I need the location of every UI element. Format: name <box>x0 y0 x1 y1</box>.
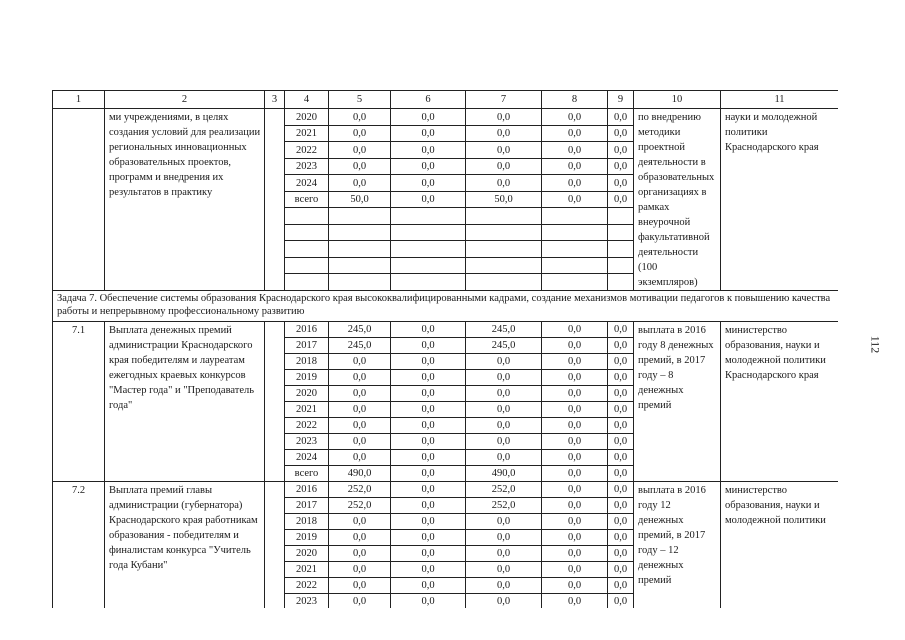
year-cell: 2022 <box>285 418 329 434</box>
amount-cell: 0,0 <box>542 338 608 354</box>
executor: министерство образования, науки и молодежной политики Краснодарского края <box>721 322 839 482</box>
header-cell: 8 <box>542 91 608 109</box>
amount-cell: 245,0 <box>466 322 542 338</box>
amount-cell: 50,0 <box>466 191 542 208</box>
amount-cell: 0,0 <box>608 418 634 434</box>
year-cell: 2016 <box>285 322 329 338</box>
amount-cell: 245,0 <box>329 338 391 354</box>
table-row <box>53 482 839 498</box>
year-cell: 2022 <box>285 142 329 159</box>
amount-cell: 0,0 <box>466 418 542 434</box>
empty-cell <box>329 224 391 241</box>
year-cell: 2018 <box>285 354 329 370</box>
amount-cell: 0,0 <box>542 514 608 530</box>
item-description: Выплата денежных премий администрации Краснодарского края победителям и лауреатам ежегодных краевых конкурсов "Мастер года" и "Преподаватель года" <box>105 322 265 482</box>
year-cell: 2020 <box>285 109 329 126</box>
header-cell: 2 <box>105 91 265 109</box>
amount-cell: 252,0 <box>329 498 391 514</box>
year-cell: 2023 <box>285 158 329 175</box>
header-cell: 6 <box>391 91 466 109</box>
amount-cell: 0,0 <box>391 594 466 609</box>
header-row <box>53 91 839 109</box>
amount-cell: 0,0 <box>542 530 608 546</box>
year-cell: всего <box>285 191 329 208</box>
amount-cell: 0,0 <box>466 125 542 142</box>
empty-cell <box>329 257 391 274</box>
empty-cell <box>285 274 329 291</box>
task-heading: Задача 7. Обеспечение системы образования Краснодарского края высококвалифицированными кадрами, создание механизмов мотивации педагогов к повышению качества работы и непрерывному профессиональному развитию <box>53 291 839 322</box>
amount-cell: 0,0 <box>542 450 608 466</box>
empty-cell <box>285 257 329 274</box>
amount-cell: 0,0 <box>329 175 391 192</box>
empty-cell <box>542 257 608 274</box>
empty-cell <box>608 274 634 291</box>
amount-cell: 0,0 <box>391 354 466 370</box>
year-cell: 2023 <box>285 594 329 609</box>
year-cell: 2019 <box>285 370 329 386</box>
amount-cell: 0,0 <box>608 466 634 482</box>
amount-cell: 0,0 <box>608 125 634 142</box>
amount-cell: 0,0 <box>608 191 634 208</box>
document-page <box>52 90 838 608</box>
amount-cell: 0,0 <box>466 450 542 466</box>
amount-cell: 0,0 <box>466 562 542 578</box>
amount-cell: 0,0 <box>608 434 634 450</box>
executor: министерство образования, науки и молодежной политики <box>721 482 839 609</box>
amount-cell: 0,0 <box>542 109 608 126</box>
amount-cell: 0,0 <box>466 370 542 386</box>
amount-cell: 0,0 <box>542 418 608 434</box>
empty-cell <box>542 208 608 225</box>
amount-cell: 0,0 <box>329 354 391 370</box>
amount-cell: 0,0 <box>466 514 542 530</box>
amount-cell: 0,0 <box>329 514 391 530</box>
amount-cell: 0,0 <box>391 158 466 175</box>
amount-cell: 0,0 <box>466 594 542 609</box>
amount-cell: 0,0 <box>466 158 542 175</box>
amount-cell: 50,0 <box>329 191 391 208</box>
amount-cell: 252,0 <box>466 482 542 498</box>
amount-cell: 0,0 <box>542 191 608 208</box>
program-table <box>52 90 838 608</box>
empty-cell <box>265 109 285 291</box>
year-cell: 2021 <box>285 402 329 418</box>
empty-cell <box>285 224 329 241</box>
result-description: выплата в 2016 году 8 денежных премий, в 2017 году – 8 денежных премий <box>634 322 721 482</box>
amount-cell: 0,0 <box>391 338 466 354</box>
amount-cell: 0,0 <box>608 142 634 159</box>
empty-cell <box>285 208 329 225</box>
amount-cell: 0,0 <box>391 402 466 418</box>
amount-cell: 0,0 <box>608 158 634 175</box>
amount-cell: 0,0 <box>608 109 634 126</box>
amount-cell: 0,0 <box>329 402 391 418</box>
year-cell: 2023 <box>285 434 329 450</box>
empty-cell <box>466 208 542 225</box>
amount-cell: 0,0 <box>608 498 634 514</box>
year-cell: 2017 <box>285 498 329 514</box>
amount-cell: 0,0 <box>391 562 466 578</box>
amount-cell: 0,0 <box>608 338 634 354</box>
amount-cell: 0,0 <box>391 450 466 466</box>
result-description: по внедрению методики проектной деятельности в образовательных организациях в рамках внеурочной факультативной деятельности (100 экземпляров) <box>634 109 721 291</box>
amount-cell: 0,0 <box>466 386 542 402</box>
empty-cell <box>466 274 542 291</box>
amount-cell: 0,0 <box>329 546 391 562</box>
amount-cell: 0,0 <box>329 450 391 466</box>
year-cell: 2024 <box>285 175 329 192</box>
header-cell: 4 <box>285 91 329 109</box>
executor: науки и молодежной политики Краснодарского края <box>721 109 839 291</box>
empty-cell <box>391 257 466 274</box>
year-cell: 2018 <box>285 514 329 530</box>
amount-cell: 0,0 <box>608 530 634 546</box>
header-cell: 5 <box>329 91 391 109</box>
amount-cell: 0,0 <box>608 402 634 418</box>
amount-cell: 0,0 <box>542 158 608 175</box>
amount-cell: 0,0 <box>542 482 608 498</box>
amount-cell: 0,0 <box>608 175 634 192</box>
amount-cell: 0,0 <box>391 142 466 159</box>
amount-cell: 0,0 <box>608 450 634 466</box>
amount-cell: 0,0 <box>329 109 391 126</box>
amount-cell: 0,0 <box>391 578 466 594</box>
amount-cell: 0,0 <box>542 322 608 338</box>
amount-cell: 0,0 <box>542 402 608 418</box>
amount-cell: 0,0 <box>608 482 634 498</box>
amount-cell: 0,0 <box>329 562 391 578</box>
amount-cell: 0,0 <box>542 354 608 370</box>
amount-cell: 0,0 <box>329 418 391 434</box>
amount-cell: 0,0 <box>391 546 466 562</box>
header-cell: 11 <box>721 91 839 109</box>
amount-cell: 0,0 <box>391 466 466 482</box>
amount-cell: 0,0 <box>391 191 466 208</box>
item-number: 7.2 <box>53 482 105 609</box>
amount-cell: 0,0 <box>608 386 634 402</box>
item-number: 7.1 <box>53 322 105 482</box>
amount-cell: 0,0 <box>608 514 634 530</box>
amount-cell: 0,0 <box>608 546 634 562</box>
amount-cell: 0,0 <box>391 482 466 498</box>
year-cell: 2024 <box>285 450 329 466</box>
empty-cell <box>265 482 285 609</box>
amount-cell: 0,0 <box>391 125 466 142</box>
amount-cell: 0,0 <box>466 434 542 450</box>
empty-cell <box>391 241 466 258</box>
amount-cell: 0,0 <box>329 530 391 546</box>
empty-cell <box>608 257 634 274</box>
amount-cell: 0,0 <box>542 578 608 594</box>
amount-cell: 245,0 <box>329 322 391 338</box>
year-cell: 2020 <box>285 386 329 402</box>
empty-cell <box>608 224 634 241</box>
empty-cell <box>542 224 608 241</box>
empty-cell <box>391 224 466 241</box>
header-cell: 10 <box>634 91 721 109</box>
amount-cell: 0,0 <box>466 175 542 192</box>
empty-cell <box>329 208 391 225</box>
table-row <box>53 109 839 126</box>
amount-cell: 0,0 <box>329 125 391 142</box>
amount-cell: 0,0 <box>466 402 542 418</box>
amount-cell: 490,0 <box>329 466 391 482</box>
amount-cell: 0,0 <box>329 434 391 450</box>
amount-cell: 0,0 <box>542 498 608 514</box>
amount-cell: 0,0 <box>391 109 466 126</box>
amount-cell: 0,0 <box>542 370 608 386</box>
amount-cell: 0,0 <box>466 546 542 562</box>
amount-cell: 245,0 <box>466 338 542 354</box>
year-cell: 2021 <box>285 125 329 142</box>
empty-cell <box>391 208 466 225</box>
empty-cell <box>285 241 329 258</box>
amount-cell: 0,0 <box>391 530 466 546</box>
year-cell: 2017 <box>285 338 329 354</box>
amount-cell: 0,0 <box>391 434 466 450</box>
empty-cell <box>542 274 608 291</box>
year-cell: всего <box>285 466 329 482</box>
amount-cell: 0,0 <box>542 594 608 609</box>
amount-cell: 0,0 <box>329 370 391 386</box>
amount-cell: 0,0 <box>391 498 466 514</box>
amount-cell: 0,0 <box>608 578 634 594</box>
table-body <box>53 91 839 609</box>
amount-cell: 0,0 <box>391 322 466 338</box>
empty-cell <box>608 208 634 225</box>
amount-cell: 0,0 <box>466 142 542 159</box>
empty-cell <box>542 241 608 258</box>
header-cell: 9 <box>608 91 634 109</box>
empty-cell <box>329 274 391 291</box>
amount-cell: 0,0 <box>329 578 391 594</box>
item-description: ми учреждениями, в целях создания условий для реализации региональных инновационных образовательных проектов, программ и внедрения их результатов в практику <box>105 109 265 291</box>
amount-cell: 252,0 <box>329 482 391 498</box>
empty-cell <box>265 322 285 482</box>
amount-cell: 0,0 <box>329 594 391 609</box>
amount-cell: 0,0 <box>466 109 542 126</box>
amount-cell: 490,0 <box>466 466 542 482</box>
empty-cell <box>391 274 466 291</box>
amount-cell: 0,0 <box>542 546 608 562</box>
empty-cell <box>466 257 542 274</box>
amount-cell: 0,0 <box>391 370 466 386</box>
year-cell: 2016 <box>285 482 329 498</box>
amount-cell: 0,0 <box>542 142 608 159</box>
amount-cell: 0,0 <box>542 175 608 192</box>
amount-cell: 0,0 <box>391 514 466 530</box>
amount-cell: 0,0 <box>466 530 542 546</box>
header-cell: 3 <box>265 91 285 109</box>
year-cell: 2019 <box>285 530 329 546</box>
header-cell: 1 <box>53 91 105 109</box>
amount-cell: 0,0 <box>466 354 542 370</box>
year-cell: 2022 <box>285 578 329 594</box>
amount-cell: 0,0 <box>542 125 608 142</box>
page-number: 112 <box>868 335 883 354</box>
amount-cell: 0,0 <box>329 386 391 402</box>
amount-cell: 0,0 <box>608 594 634 609</box>
amount-cell: 0,0 <box>608 354 634 370</box>
amount-cell: 0,0 <box>391 386 466 402</box>
amount-cell: 0,0 <box>608 370 634 386</box>
year-cell: 2021 <box>285 562 329 578</box>
year-cell: 2020 <box>285 546 329 562</box>
amount-cell: 0,0 <box>542 386 608 402</box>
amount-cell: 252,0 <box>466 498 542 514</box>
result-description: выплата в 2016 году 12 денежных премий, в 2017 году – 12 денежных премий <box>634 482 721 609</box>
amount-cell: 0,0 <box>391 418 466 434</box>
empty-cell <box>329 241 391 258</box>
amount-cell: 0,0 <box>608 562 634 578</box>
amount-cell: 0,0 <box>542 434 608 450</box>
item-number <box>53 109 105 291</box>
amount-cell: 0,0 <box>542 466 608 482</box>
task-row <box>53 291 839 322</box>
empty-cell <box>466 241 542 258</box>
header-cell: 7 <box>466 91 542 109</box>
item-description: Выплата премий главы администрации (губернатора) Краснодарского края работникам образования - победителям и финалистам конкурса "Учитель года Кубани" <box>105 482 265 609</box>
empty-cell <box>466 224 542 241</box>
empty-cell <box>608 241 634 258</box>
table-row <box>53 322 839 338</box>
amount-cell: 0,0 <box>608 322 634 338</box>
amount-cell: 0,0 <box>329 158 391 175</box>
amount-cell: 0,0 <box>329 142 391 159</box>
amount-cell: 0,0 <box>542 562 608 578</box>
amount-cell: 0,0 <box>466 578 542 594</box>
amount-cell: 0,0 <box>391 175 466 192</box>
